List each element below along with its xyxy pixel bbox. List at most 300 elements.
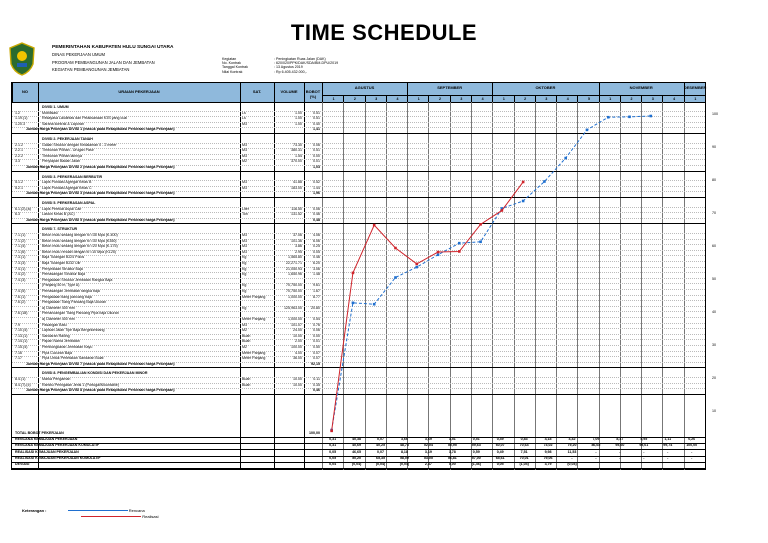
right-scale-tick: 50 (712, 277, 716, 281)
row-no: 7.14.(1) (15, 339, 28, 344)
summary-value: 40,38 (352, 437, 362, 442)
summary-value: 0,05 (329, 449, 337, 454)
row-sat: Kg (242, 266, 247, 271)
summary-value: 7,09 (592, 437, 600, 442)
summary-value: 99,74 (663, 443, 673, 448)
row-uraian: Lapis Perekat Aspal Cair (42, 206, 82, 211)
row-sat: Meter Panjang (242, 294, 266, 299)
header-sat: SAT. (252, 89, 262, 94)
row-volume: 183.00 (291, 185, 302, 190)
header-month: DESEMBER (683, 85, 707, 90)
row-bobot: 1.67 (313, 289, 320, 293)
row-volume: 41.88 (293, 180, 302, 185)
row-no: 1.20.3 (15, 121, 25, 126)
row-volume: 1,650.96 (288, 272, 302, 277)
row-sat: Meter Panjang (242, 356, 266, 361)
header-week: 2 (428, 96, 450, 102)
summary-value: - (643, 449, 645, 454)
row-no: 2.2.1 (15, 148, 23, 153)
summary-value: 52,04 (423, 443, 433, 448)
row-uraian: DIVISI 8. PENGEMBALIAN KONDISI DAN PEKERJAAN MINOR (42, 371, 148, 376)
project-value: : 13 Agustus 2019 (274, 65, 303, 70)
right-scale-tick: 70 (712, 211, 716, 215)
summary-value: 55,95 (447, 443, 457, 448)
row-no: 7.4.(5) (15, 289, 26, 293)
org-line-4: KEGIATAN PEMBANGUNAN JEMBATAN (52, 67, 130, 73)
row-no: 5.1.2 (15, 180, 23, 185)
row-no: 7.13.(1) (15, 333, 28, 338)
row-uraian: Pengadaan Tiang Pancang Baja Ukuran (42, 300, 107, 305)
realisation-curve-point (458, 250, 461, 253)
row-bobot: 0.00 (313, 153, 320, 158)
row-bobot: 0,46 (313, 388, 320, 393)
row-no: 7.1.(6) (15, 249, 26, 254)
row-volume: 70,750.00 (286, 283, 302, 288)
row-sat: M2 (242, 159, 247, 164)
summary-value: 4,18 (544, 437, 552, 442)
summary-value: 0,05 (496, 462, 504, 466)
summary-label: TOTAL BOBOT PEKERJAAN (15, 431, 64, 435)
row-volume: 1.54 (295, 153, 302, 158)
org-line-1: PEMERINTAHAN KABUPATEN HULU SUNGAI UTARA (52, 45, 174, 50)
summary-value: 65,61 (495, 455, 505, 460)
summary-value: 40,25 (376, 443, 385, 448)
row-sat: M3 (242, 142, 247, 147)
summary-value: (1,04) (519, 462, 529, 466)
project-key: Kegiatan (222, 57, 237, 61)
row-uraian: Jumlah Harga Pekerjaan DIVISI 1 (masuk pada Rekapitulasi Perkiraan harga Pekerjaan) (26, 127, 175, 132)
plan-curve-point (479, 240, 482, 243)
summary-value: 86,65 (591, 443, 601, 448)
row-bobot: 0.01 (313, 339, 320, 344)
row-uraian: Jumlah Harga Pekerjaan DIVISI 8 (masuk pada Rekapitulasi Perkiraan harga Pekerjaan) (26, 388, 175, 393)
row-volume: 2.95 (295, 249, 302, 254)
summary-value: - (619, 449, 621, 454)
summary-value: 0,31 (329, 443, 337, 448)
summary-value: 3,78 (448, 449, 456, 454)
row-no: 2.2.2 (15, 153, 23, 158)
row-uraian: Penyiapan Badan Jalan (42, 159, 80, 164)
realisation-curve-point (330, 430, 333, 433)
summary-value: 0,59 (472, 449, 480, 454)
table-header (12, 83, 705, 103)
row-bobot: 0.05 (313, 249, 320, 254)
summary-value: 4,42 (568, 437, 576, 442)
row-uraian: Beton mutu sedang dengan fc'=20 Mpa (K-175) (42, 244, 118, 249)
row-volume: 24.00 (293, 328, 302, 333)
row-uraian: a) Diameter 400 mm (42, 305, 75, 310)
legend-real-label: Realisasi (142, 514, 159, 519)
summary-value: (1,46) (471, 462, 481, 466)
summary-value: - (643, 455, 645, 460)
summary-value: - (619, 455, 621, 460)
row-bobot: 0.01 (313, 159, 320, 164)
summary-value: 40,69 (352, 443, 362, 448)
summary-value: 0,51 (472, 437, 480, 442)
row-volume: 10.00 (293, 333, 302, 338)
plan-curve-point (373, 303, 376, 306)
plan-curve-point (586, 129, 589, 132)
row-no: 7.16 (15, 350, 22, 355)
legend (22, 508, 158, 520)
row-uraian: Laston Kelas B (AC) (42, 212, 75, 217)
row-bobot: 20.80 (311, 305, 320, 310)
summary-value: 0,31 (329, 437, 337, 442)
header-week: 4 (662, 96, 684, 102)
row-uraian: Lapis Pondasi Agregat Kelas B (42, 180, 92, 185)
row-sat: Meter Panjang (242, 350, 266, 355)
summary-value: 0,49 (496, 449, 504, 454)
row-sat: M3 (242, 233, 247, 237)
legend-plan-label: Rencana (128, 508, 145, 513)
row-no: 7.1.(4) (15, 244, 26, 249)
row-bobot: 1.44 (313, 185, 320, 190)
right-scale-tick: 40 (712, 310, 716, 314)
row-uraian: Pipa Untuk Perletakan Sandaran Bulat (42, 356, 104, 361)
row-bobot: 0.25 (313, 244, 320, 249)
plan-curve-point (437, 253, 440, 256)
row-uraian: Rambu Peringatan Jenis 1 (Portugal/Mountable) (42, 382, 119, 387)
row-sat: Buah (242, 377, 251, 381)
org-line-2: DINAS PEKERJAAN UMUM (52, 52, 106, 58)
header-bobot: BOBOT (%) (305, 89, 321, 99)
header-divider (274, 83, 275, 102)
regency-emblem-icon (8, 42, 36, 76)
summary-value: - (571, 455, 573, 460)
row-uraian: DIVISI 7. STRUKTUR (42, 227, 78, 232)
realisation-curve-point (415, 263, 418, 266)
row-bobot: 4.06 (313, 233, 320, 237)
row-no: 5.2.1 (15, 185, 23, 190)
row-no: 7.1.(2) (15, 238, 26, 243)
summary-value: - (595, 449, 597, 454)
summary-label: RENCANA KEMAJUAN PEKERJAAN (15, 437, 78, 442)
summary-value: 0,49 (496, 437, 504, 442)
row-bobot: 0.54 (313, 317, 320, 321)
header-month: NOVEMBER (629, 85, 653, 90)
header-month: SEPTEMBER (437, 85, 463, 90)
row-uraian: Mobilisasi (42, 110, 58, 115)
row-uraian: Timbunan Pilihan - Urugan Pasir (42, 148, 94, 153)
project-info (222, 57, 338, 74)
row-no: 7.4.(3) (15, 277, 26, 282)
row-uraian: (Panjang 50 m, Type A) (42, 283, 80, 288)
header-uraian: URAIAN PEKERJAAN (118, 89, 160, 94)
header-week: 4 (556, 96, 578, 102)
row-sat: Kg (242, 255, 247, 260)
project-value: : Rp 6.405.432.000,- (274, 69, 307, 74)
right-scale-tick: 100 (712, 112, 718, 116)
row-uraian: DIVISI 3. PERKERASAN BERBUTIR (42, 174, 103, 179)
realisation-curve-point (501, 209, 504, 212)
row-volume: 101.36 (291, 238, 302, 243)
row-bobot: 1.48 (313, 272, 320, 277)
row-bobot: 0.50 (313, 345, 320, 349)
summary-value: 11,53 (567, 449, 577, 454)
summary-value: 99,61 (639, 443, 649, 448)
row-volume: 22,271.71 (286, 261, 302, 265)
row-bobot: 0.40 (313, 121, 320, 126)
header-week: 1 (599, 96, 621, 102)
realisation-curve-point (522, 181, 525, 184)
row-bobot: 0,48 (313, 217, 320, 222)
row-uraian: Lapisan Jalan Tipe Baja Bergelombang (42, 328, 105, 333)
row-no: 6.3 (15, 212, 20, 217)
realisation-curve-point (373, 224, 376, 227)
row-bobot: 0.06 (313, 328, 320, 333)
row-no: 7.1.(1) (15, 233, 26, 237)
summary-value: 0,05 (329, 455, 337, 460)
row-volume: 10.00 (293, 377, 302, 381)
summary-value: 73,02 (543, 443, 553, 448)
row-no: 3.3 (15, 159, 20, 164)
row-bobot: 6.20 (313, 261, 320, 265)
project-value: : 620/020/PPK/DAK/SDA/BM-DPU/2019 (274, 61, 339, 66)
row-volume: 1,000.00 (288, 294, 302, 299)
row-volume: 101.07 (291, 322, 302, 327)
summary-value: 3,66 (400, 437, 408, 442)
row-sat: Kg (242, 272, 247, 277)
summary-value: 53,05 (423, 455, 433, 460)
row-bobot: 1,96 (313, 191, 320, 196)
row-bobot: 1,03 (313, 165, 320, 169)
row-uraian: Pasangan Batu (42, 322, 67, 327)
row-volume: 2.00 (295, 339, 302, 344)
summary-value: 0,26 (688, 437, 696, 442)
row-uraian: Lapis Pondasi Agregat Kelas C (42, 185, 92, 190)
summary-value: 70,64 (519, 443, 529, 448)
summary-label: REALISASI KEMAJUAN PEKERJAAN (15, 449, 79, 454)
row-sat: Buah (242, 382, 251, 387)
header-week: 4 (386, 96, 408, 102)
header-divider (12, 83, 13, 102)
row-volume: 125,963.00 (284, 305, 302, 310)
right-scale-tick: 30 (712, 343, 716, 347)
row-bobot: 6.06 (313, 238, 320, 243)
row-volume: 380.31 (291, 148, 302, 153)
row-volume: 1.00 (295, 116, 302, 121)
page-title: TIME SCHEDULE (290, 20, 478, 45)
summary-value: 8,18 (400, 449, 408, 454)
summary-value: 2,37 (424, 462, 432, 466)
row-no: 7.17 (15, 356, 22, 361)
row-no: 1.2 (15, 110, 20, 115)
row-no: 2.1.2 (15, 142, 23, 147)
summary-value: 79,06 (543, 455, 553, 460)
legend-real-swatch (81, 516, 141, 517)
summary-value: - (667, 449, 669, 454)
summary-label: REALISASI KEMAJUAN PEKERJAAN KOMULATIF (15, 455, 101, 460)
summary-value: 0,83 (520, 437, 528, 442)
row-uraian: DIVISI 2. PEKERJAAN TANAH (42, 137, 93, 141)
summary-value: 79,20 (567, 443, 577, 448)
row-volume: 4.00 (295, 350, 302, 355)
summary-value: 60,07 (495, 443, 505, 448)
plan-curve-point (352, 302, 355, 305)
summary-value: 57,00 (471, 455, 481, 460)
row-sat: Buah (242, 333, 251, 338)
row-volume: 100.00 (291, 345, 302, 349)
summary-value: 46,65 (352, 449, 362, 454)
row-no: 7.4.(1) (15, 266, 26, 271)
row-volume: 70,750.00 (286, 289, 302, 293)
header-divider (304, 83, 305, 102)
summary-value: (0,04) (399, 462, 410, 466)
realisation-curve-point (352, 272, 355, 275)
row-no: 7.10.(4) (15, 328, 28, 333)
plan-curve-point (415, 266, 418, 269)
header-month: OKTOBER (535, 85, 556, 90)
summary-value: 3,79 (544, 462, 552, 466)
row-uraian: Penyediaan Struktur Baja (42, 266, 83, 271)
summary-value: 70,01 (519, 455, 529, 460)
header-week: 1 (407, 96, 429, 102)
header-divider (240, 83, 241, 102)
summary-bobot: 100,00 (309, 431, 320, 435)
row-bobot: 0.06 (313, 142, 320, 147)
header-week: 4 (471, 96, 493, 102)
plan-curve-point (394, 276, 397, 279)
header-week: 3 (535, 96, 557, 102)
header-divider (38, 83, 39, 102)
row-bobot: 0.35 (313, 382, 320, 387)
row-uraian: Beton mutu sedang dengan fc'=30 Mpa (K350) (42, 238, 117, 243)
row-sat: Ton (242, 212, 248, 217)
row-sat: M3 (242, 322, 247, 327)
header-week: 2 (620, 96, 642, 102)
row-volume: 1.00 (295, 110, 302, 115)
plan-curve (332, 116, 651, 430)
row-uraian: Pengadaan Struktur Jembatan Rangka Baja (42, 277, 113, 282)
summary-value: 0,07 (377, 437, 384, 442)
row-uraian: Baja Tulangan BJ32 Ulir (42, 261, 81, 265)
row-bobot: 0.51 (313, 116, 320, 121)
row-bobot: 0.06 (313, 206, 320, 211)
row-volume: 21,050.93 (286, 266, 302, 271)
row-volume: 1,000.00 (288, 317, 302, 321)
row-uraian: Jumlah Harga Pekerjaan DIVISI 3 (masuk pada Rekapitulasi Perkiraan harga Pekerjaan) (26, 191, 175, 196)
header-no: NO (22, 89, 28, 94)
project-value: : Peningkatan Ruas Jalan (DAK) (274, 57, 326, 61)
header-week: 2 (514, 96, 536, 102)
row-uraian: Jumlah Harga Pekerjaan DIVISI 2 (masuk pada Rekapitulasi Perkiraan harga Pekerjaan) (26, 165, 175, 169)
row-volume: 1,565.80 (288, 255, 302, 260)
summary-value: 1,11 (664, 437, 672, 442)
plan-curve-point (522, 200, 525, 203)
row-sat: Ls (242, 116, 246, 121)
row-sat: M3 (242, 148, 247, 153)
legend-title: Keterangan : (22, 508, 47, 513)
project-key: Tanggal Kontrak (222, 65, 248, 70)
right-scale-tick: 90 (712, 145, 716, 149)
project-key: No. Kontrak (222, 61, 241, 66)
row-uraian: Baja Tulangan BJ24 Polos (42, 255, 85, 260)
header-week: 3 (641, 96, 663, 102)
row-no: 8.4.(7).(c) (15, 382, 31, 387)
summary-value: 3,69 (424, 437, 432, 442)
row-uraian: Pipa Cucuran Baja (42, 350, 72, 355)
row-uraian: Jumlah Harga Pekerjaan DIVISI 5 (masuk pada Rekapitulasi Perkiraan harga Pekerjaan) (26, 217, 175, 222)
row-uraian: DIVISI 1. UMUM (42, 105, 69, 109)
row-no: 7.6.(2) (15, 300, 26, 305)
row-volume: 3.86 (295, 244, 302, 249)
row-sat: M3 (242, 121, 247, 126)
row-bobot: 8.77 (313, 294, 320, 299)
legend-plan-swatch (68, 510, 128, 511)
summary-value: 56,81 (447, 455, 457, 460)
org-line-3: PROGRAM PEMBANGUNAN JALAN DAN JEMBATAN (52, 59, 155, 65)
summary-label: RENCANA KEMAJUAN PEKERJAAN KOMULATIF (15, 443, 100, 448)
row-volume: 10.00 (293, 382, 302, 387)
plan-curve-point (543, 180, 546, 183)
summary-value: (0,04) (351, 462, 362, 466)
row-no: 7.15.(4) (15, 345, 28, 349)
row-uraian: a) Diameter 400 mm (42, 317, 75, 321)
row-sat: Buah (242, 339, 251, 344)
summary-label: DEVIASI (15, 462, 30, 466)
row-uraian: Marka Pengaman (42, 377, 71, 381)
row-uraian: Pemasangan Jembatan rangka baja (42, 289, 100, 293)
row-bobot: 9.61 (313, 283, 320, 288)
row-uraian: Galian Struktur dengan Kedalaman 0 - 2 meter (42, 142, 117, 147)
row-bobot: 0.51 (313, 110, 320, 115)
right-scale-tick: 10 (712, 409, 716, 413)
project-key: Nilai Kontrak (222, 69, 243, 74)
row-sat: Liter (242, 206, 249, 211)
row-volume: 1.00 (295, 121, 302, 126)
row-no: 7.4.(2) (15, 272, 26, 277)
row-uraian: Pemancangan Tiang Pancang Pipa baja Ukuran (42, 311, 119, 316)
header-week: 3 (365, 96, 387, 102)
row-no: 7.3.(1) (15, 255, 26, 260)
row-sat: M3 (242, 249, 247, 254)
header-week: 3 (450, 96, 472, 102)
row-bobot: 0.51 (313, 148, 320, 153)
summary-value: (0,04) (375, 462, 386, 466)
row-sat: M3 (242, 180, 247, 185)
row-volume: 131.52 (291, 212, 302, 217)
row-uraian: Beton mutu sedang dengan fc'=35 Mpa (K-400) (42, 233, 118, 237)
summary-value: 3,19 (424, 449, 432, 454)
row-bobot: 0.07 (313, 350, 320, 355)
row-no: 6.1.(2).(a) (15, 206, 31, 211)
summary-value: 0,04 (329, 462, 337, 466)
summary-value: 0,00 (448, 462, 456, 466)
summary-value: 0,07 (377, 449, 384, 454)
row-uraian: Sandaran Railing (42, 333, 70, 338)
summary-value: 59,63 (471, 443, 481, 448)
row-sat: Kg (242, 283, 247, 288)
row-no: 7.9 (15, 322, 20, 327)
right-scale-tick: 20 (712, 376, 716, 380)
row-uraian: Pembongkaran Jembatan Kayu (42, 345, 93, 349)
header-week: 5 (577, 96, 599, 102)
summary-value: - (691, 449, 693, 454)
s-curve-chart (11, 101, 711, 471)
header-volume: VOLUME (280, 89, 298, 94)
header-week: 2 (343, 96, 365, 102)
row-uraian: DIVISI 5. PERKERASAN ASPAL (42, 201, 96, 205)
summary-value: 9,98 (544, 449, 552, 454)
realisation-curve (332, 182, 524, 431)
realisation-curve-point (479, 223, 482, 226)
plan-curve-point (628, 116, 631, 119)
row-bobot: 0.00 (313, 333, 320, 338)
summary-value: 7,51 (520, 449, 528, 454)
row-uraian: Rekayasa Lalulintas dan Pelaksanaan K3S yang cuai (42, 116, 128, 121)
row-no: 7.6.(18) (15, 311, 28, 316)
project-row (222, 70, 338, 74)
